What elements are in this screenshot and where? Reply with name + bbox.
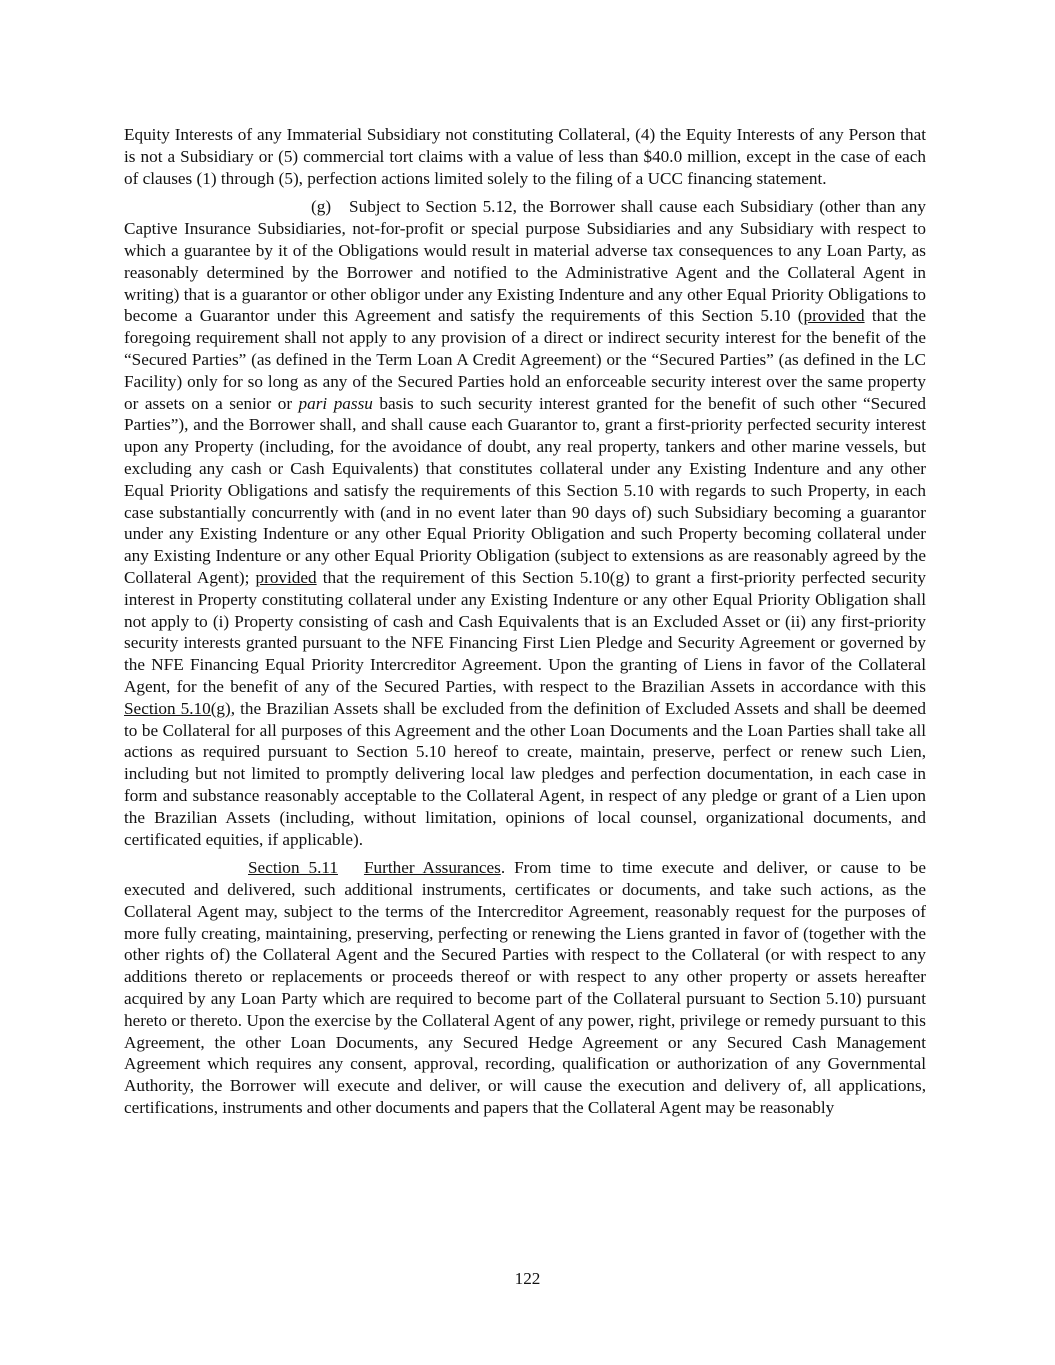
clause-text: basis to such security interest granted for the benefit of such other “Secured Parties”), and the Borrower shall, and shall cause each Guarantor to, grant a first-priority perfected security interest upon any Property (including, for the avoidance of doubt, any real property, tankers and other marine vessels, but excluding any cash or Cash Equivalents) that constitutes collateral under any Existing Indenture and any other Equal Priority Obligations and satisfy the requirements of this Section 5.10 with regards to such Property, in each case substantially concurrently with (and in no event later than 90 days of) such Subsidiary becoming a guarantor under any Existing Indenture or any other Equal Priority Obligation and such Property becoming collateral under any Existing Indenture or any other Equal Priority Obligation (subject to extensions as are reasonably agreed by the Collateral Agent); bbox=[124, 393, 926, 587]
section-5-11-paragraph bbox=[124, 857, 926, 1119]
pari-passu-term: pari passu bbox=[298, 393, 373, 413]
clause-label: (g) bbox=[311, 197, 332, 217]
section-reference: Section 5.10(g) bbox=[124, 698, 231, 718]
section-title: Further Assurances bbox=[363, 858, 501, 878]
provided-term: provided bbox=[255, 567, 317, 587]
paragraph-text: Equity Interests of any Immaterial Subsidiary not constituting Collateral, (4) the Equity Interests of any Person that is not a Subsidiary or (5) commercial tort claims with a value of less than $40.0 million, except in the case of each of clauses (1) through (5), perfection actions limited solely to the filing of a UCC financing statement. bbox=[124, 125, 926, 188]
provided-term: provided bbox=[803, 306, 865, 326]
paragraph-continuation bbox=[124, 124, 926, 189]
clause-text: that the foregoing requirement shall not apply to any provision of a direct or indirect security interest for the benefit of the “Secured Parties” (as defined in the Term Loan A Credit Agreement) or the “Secured Parties” (as defined in the LC Facility) only for so long as any of the Secured Parties hold an enforceable security interest over the same property or assets on a senior or bbox=[124, 306, 926, 413]
section-number: Section 5.11 bbox=[248, 858, 338, 878]
section-heading bbox=[248, 858, 501, 877]
section-body: . From time to time execute and deliver, or cause to be executed and delivered, such additional instruments, certificates or documents, and take such actions, as the Collateral Agent may, subject to the terms of the Intercreditor Agreement, reasonably request for the purposes of more fully creating, maintaining, preserving, perfecting or renewing the Liens granted in favor of (together with the other rights of) the Collateral Agent and the Secured Parties with respect to the Collateral (or with respect to any additions thereto or replacements or proceeds thereof or with respect to any other property or assets hereafter acquired by any Loan Party which are required to become part of the Collateral pursuant to Section 5.10) pursuant hereto or thereto. Upon the exercise by the Collateral Agent of any power, right, privilege or remedy pursuant to this Agreement, the other Loan Documents, any Secured Hedge Agreement or any Secured Cash Management Agreement which requires any consent, approval, recording, qualification or authorization of any Governmental Authority, the Borrower will execute and deliver, or will cause the execution and delivery of, all applications, certifications, instruments and other documents and papers that the Collateral Agent may be reasonably bbox=[124, 858, 926, 1118]
clause-text: Subject to Section 5.12, the Borrower shall cause each Subsidiary (other than any Captive Insurance Subsidiaries, not-for-profit or special purpose Subsidiaries and any Subsidiary with respect to which a guarantee by it of the Obligations would result in material adverse tax consequences to any Loan Party, as reasonably determined by the Borrower and notified to the Administrative Agent and the Collateral Agent in writing) that is a guarantor or other obligor under any Existing Indenture and any other Equal Priority Obligations to become a Guarantor under this Agreement and satisfy the requirements of this Section 5.10 ( bbox=[124, 197, 926, 326]
clause-text: that the requirement of this Section 5.10(g) to grant a first-priority perfected security interest in Property constituting collateral under any Existing Indenture or any other Equal Priority Obligation shall not apply to (i) Property consisting of cash and Cash Equivalents that is an Excluded Asset or (ii) any first-priority security interests granted pursuant to the NFE Financing First Lien Pledge and Security Agreement or governed by the NFE Financing Equal Priority Intercreditor Agreement. Upon the granting of Liens in favor of the Collateral Agent, for the benefit of any of the Secured Parties, with respect to the Brazilian Assets in accordance with this bbox=[124, 567, 926, 696]
document-page bbox=[124, 124, 926, 1119]
page-number: 122 bbox=[514, 1269, 541, 1288]
paragraph-clause-g bbox=[124, 196, 926, 850]
clause-text: , the Brazilian Assets shall be excluded from the definition of Excluded Assets and shall be deemed to be Collateral for all purposes of this Agreement and the other Loan Documents and the Loan Parties shall take all actions as required pursuant to Section 5.10 hereof to create, maintain, preserve, perfect or renew such Lien, including but not limited to promptly delivering local law pledges and perfection documentation, in each case in form and substance reasonably acceptable to the Collateral Agent, in respect of any pledge or grant of a Lien upon the Brazilian Assets (including, without limitation, opinions of local counsel, organizational documents, and certificated equities, if applicable). bbox=[124, 698, 926, 849]
